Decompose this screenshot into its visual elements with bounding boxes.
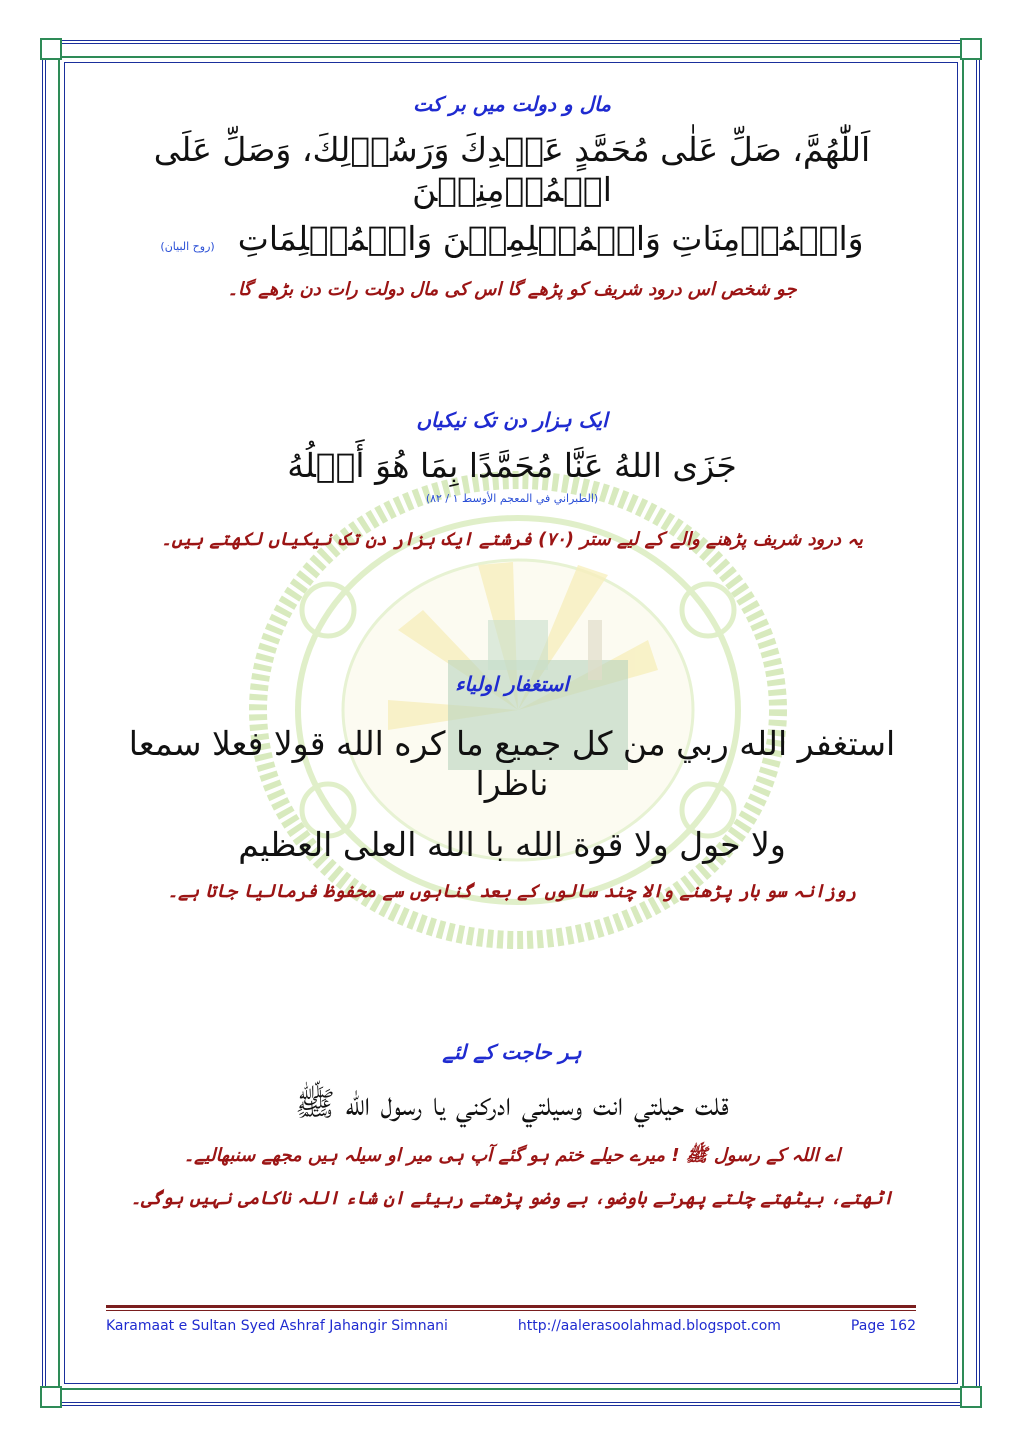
section-every-need xyxy=(100,1040,924,1209)
corner-ornament-top-left xyxy=(40,38,62,60)
arabic-line-1: استغفر الله ربي من كل جميع ما كره الله قولا فعلا سمعا ناظرا xyxy=(128,724,896,803)
reference-citation: (الطبراني في المعجم الأوسط ١ / ٨٢) xyxy=(425,491,599,505)
footer-rule-thin xyxy=(106,1310,916,1311)
urdu-translation: یہ درود شریف پڑھنے والے کے لیے ستر (۷۰) فرشتے ایک ہزار دن تک نیکیاں لکھتے ہیں۔ xyxy=(161,528,863,550)
section-istighfar-awliya xyxy=(100,672,924,902)
book-title: Karamaat e Sultan Syed Ashraf Jahangir Simnani xyxy=(106,1318,448,1334)
urdu-translation: اے اللہ کے رسول ﷺ ! میرے حیلے ختم ہو گئے آپ ہی میر او سیلہ ہیں مجھے سنبھالیے۔ xyxy=(183,1144,841,1166)
urdu-translation: جو شخص اس درود شریف کو پڑھے گا اس کی مال دولت رات دن بڑھے گا۔ xyxy=(227,278,797,300)
corner-ornament-bottom-left xyxy=(40,1386,62,1408)
arabic-line-2: وَالۡمُؤۡمِنَاتِ وَالۡمُسۡلِمِيۡنَ وَالۡمُسۡلِمَاتِ xyxy=(237,219,864,259)
section-heading: ایک ہزار دن تک نیکیاں xyxy=(416,408,608,432)
section-thousand-days-virtues xyxy=(100,408,924,550)
arabic-line-1: جَزَى اللهُ عَنَّا مُحَمَّدًا بِمَا هُوَ أَهۡلُهُ xyxy=(287,446,737,485)
arabic-line-2-row xyxy=(100,219,924,259)
blog-link[interactable]: http://aalerasoolahmad.blogspot.com xyxy=(517,1318,781,1334)
page-footer xyxy=(106,1318,916,1334)
corner-ornament-top-right xyxy=(960,38,982,60)
page-number: Page 162 xyxy=(850,1318,916,1334)
urdu-translation-2: اٹھتے، بیٹھتے چلتے پھرتے باوضو، بے وضو پڑھتے رہیئے ان شاء اللہ ناکامی نہیں ہوگی۔ xyxy=(130,1187,894,1209)
reference-citation: (روح البیان) xyxy=(160,240,215,254)
arabic-line-1: اَللّٰهُمَّ، صَلِّ عَلٰى مُحَمَّدٍ عَبۡدِكَ وَرَسُوۡلِكَ، وَصَلِّ عَلَى الۡمُؤۡمِنِيۡنَ xyxy=(153,130,871,209)
urdu-translation: روزانہ سو بار پڑھنے والا چند سالوں کے بعد گناہوں سے محفوظ فرمالیا جاتا ہے۔ xyxy=(167,880,857,902)
section-wealth-blessing xyxy=(100,92,924,300)
section-heading: مال و دولت میں بر کت xyxy=(413,92,611,116)
arabic-line-1: قلت حيلتي انت وسيلتي ادركني يا رسول الله ﷺ xyxy=(295,1084,729,1123)
section-heading: استغفار اولیاء xyxy=(455,672,569,696)
arabic-line-2: ولا حول ولا قوة الله با الله العلى العظيم xyxy=(238,825,786,865)
footer-rule xyxy=(106,1305,916,1308)
corner-ornament-bottom-right xyxy=(960,1386,982,1408)
section-heading: ہر حاجت کے لئے xyxy=(442,1040,582,1064)
